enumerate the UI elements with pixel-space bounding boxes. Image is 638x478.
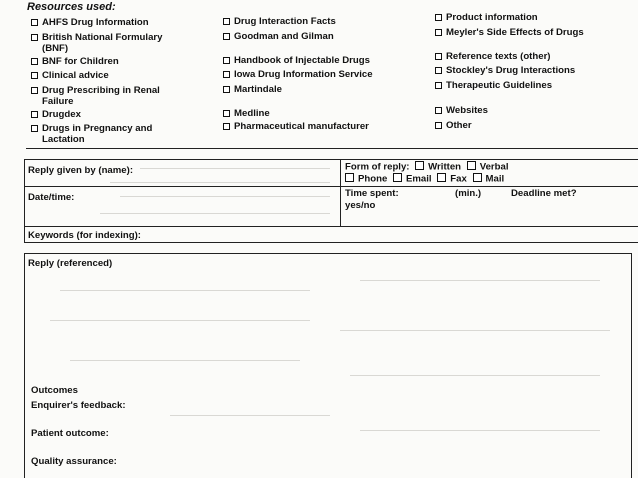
checkbox[interactable] xyxy=(223,110,230,117)
resource-label: Reference texts (other) xyxy=(446,51,551,62)
resource-label: Drug Interaction Facts xyxy=(234,16,336,27)
reply-referenced-label: Reply (referenced) xyxy=(28,258,113,269)
checkbox[interactable] xyxy=(435,122,442,129)
patient-outcome-label: Patient outcome: xyxy=(31,428,109,439)
checkbox[interactable] xyxy=(223,86,230,93)
quality-assurance-label: Quality assurance: xyxy=(31,456,117,467)
checkbox-phone[interactable] xyxy=(345,173,354,182)
resource-label: Other xyxy=(446,120,472,131)
resource-iowa[interactable] xyxy=(223,70,373,81)
checkbox[interactable] xyxy=(223,71,230,78)
resource-label-cont: Failure xyxy=(42,95,74,107)
email-label: Email xyxy=(406,173,432,185)
checkbox-mail[interactable] xyxy=(473,173,482,182)
resource-label: Clinical advice xyxy=(42,70,109,81)
enquirer-feedback-label: Enquirer's feedback: xyxy=(31,400,126,411)
resource-label: BNF for Children xyxy=(42,56,119,67)
resource-other[interactable] xyxy=(435,121,472,132)
resource-label: Martindale xyxy=(234,84,282,95)
checkbox-fax[interactable] xyxy=(437,173,446,182)
resource-label: Iowa Drug Information Service xyxy=(234,69,373,80)
resource-label: Websites xyxy=(446,105,488,116)
resource-therapeutic[interactable] xyxy=(435,81,552,92)
written-label: Written xyxy=(428,161,462,173)
bleed-through-line xyxy=(360,280,600,281)
resource-meyler[interactable] xyxy=(435,28,584,39)
resource-label: Pharmaceutical manufacturer xyxy=(234,121,369,132)
resource-label-cont: Lactation xyxy=(42,133,85,145)
form-of-reply-row xyxy=(345,161,509,173)
outcomes-label: Outcomes xyxy=(31,385,78,396)
checkbox[interactable] xyxy=(435,67,442,74)
form-of-reply-label: Form of reply: xyxy=(345,161,410,173)
bleed-through-line xyxy=(50,320,310,321)
bleed-through-line xyxy=(350,375,600,376)
verbal-label: Verbal xyxy=(479,161,509,173)
resource-manufacturer[interactable] xyxy=(223,122,369,133)
resource-label: Goodman and Gilman xyxy=(234,31,334,42)
checkbox[interactable] xyxy=(435,14,442,21)
checkbox[interactable] xyxy=(31,125,38,132)
resource-ahfs[interactable] xyxy=(31,18,149,29)
column-divider xyxy=(340,159,341,226)
date-time-label: Date/time: xyxy=(28,192,75,203)
checkbox[interactable] xyxy=(31,87,38,94)
bleed-through-line xyxy=(140,168,330,169)
checkbox[interactable] xyxy=(31,19,38,26)
resource-product-info[interactable] xyxy=(435,13,538,24)
resource-pregnancy[interactable] xyxy=(31,124,152,145)
resource-reference-texts[interactable] xyxy=(435,52,551,63)
resource-label: AHFS Drug Information xyxy=(42,17,149,28)
resource-clinical-advice[interactable] xyxy=(31,71,109,82)
keywords-label: Keywords (for indexing): xyxy=(28,230,141,241)
bleed-through-line xyxy=(340,330,610,331)
checkbox-email[interactable] xyxy=(393,173,402,182)
reply-method-row xyxy=(345,173,504,185)
resource-label: Handbook of Injectable Drugs xyxy=(234,55,370,66)
resource-label: Drugs in Pregnancy and xyxy=(42,123,153,134)
checkbox-verbal[interactable] xyxy=(467,161,476,170)
checkbox[interactable] xyxy=(435,107,442,114)
bleed-through-line xyxy=(360,430,600,431)
resources-title: Resources used: xyxy=(27,1,116,13)
deadline-met-label: Deadline met? xyxy=(511,188,577,199)
resource-stockley[interactable] xyxy=(435,66,575,77)
resource-label: Drugdex xyxy=(42,109,81,120)
resource-label: Therapeutic Guidelines xyxy=(446,80,553,91)
mail-label: Mail xyxy=(485,173,505,185)
resource-websites[interactable] xyxy=(435,106,488,117)
phone-label: Phone xyxy=(358,173,388,185)
resource-bnf[interactable] xyxy=(31,33,162,54)
resource-martindale[interactable] xyxy=(223,85,282,96)
checkbox[interactable] xyxy=(435,53,442,60)
resource-label: Stockley's Drug Interactions xyxy=(446,65,576,76)
checkbox[interactable] xyxy=(31,72,38,79)
checkbox[interactable] xyxy=(31,111,38,118)
resource-label: Medline xyxy=(234,108,270,119)
bleed-through-line xyxy=(110,182,330,183)
bleed-through-line xyxy=(120,196,330,197)
bleed-through-line xyxy=(60,290,310,291)
resource-drugdex[interactable] xyxy=(31,110,81,121)
checkbox[interactable] xyxy=(435,82,442,89)
reply-given-by-label: Reply given by (name): xyxy=(28,165,134,176)
min-label: (min.) xyxy=(455,188,482,199)
resource-label: Product information xyxy=(446,12,538,23)
resource-label-cont: (BNF) xyxy=(42,42,69,54)
resource-label: Drug Prescribing in Renal xyxy=(42,85,160,96)
resource-label: British National Formulary xyxy=(42,32,163,43)
resource-bnf-children[interactable] xyxy=(31,57,119,68)
checkbox[interactable] xyxy=(31,58,38,65)
resource-goodman[interactable] xyxy=(223,32,334,43)
checkbox[interactable] xyxy=(31,34,38,41)
yes-no-label: yes/no xyxy=(345,200,376,211)
checkbox[interactable] xyxy=(223,123,230,130)
checkbox[interactable] xyxy=(435,29,442,36)
row-divider xyxy=(24,186,638,187)
row-divider xyxy=(24,226,638,227)
bleed-through-line xyxy=(170,415,330,416)
resource-interaction-facts[interactable] xyxy=(223,17,336,28)
fax-label: Fax xyxy=(450,173,467,185)
checkbox-written[interactable] xyxy=(415,161,424,170)
reply-referenced-box xyxy=(24,253,632,478)
resource-renal[interactable] xyxy=(31,86,160,107)
checkbox[interactable] xyxy=(223,57,230,64)
bleed-through-line xyxy=(100,213,330,214)
resource-medline[interactable] xyxy=(223,109,270,120)
resource-label: Meyler's Side Effects of Drugs xyxy=(446,27,584,38)
time-spent-label: Time spent: xyxy=(345,188,399,199)
bleed-through-line xyxy=(70,360,300,361)
checkbox[interactable] xyxy=(223,18,230,25)
resource-injectable[interactable] xyxy=(223,56,370,67)
checkbox[interactable] xyxy=(223,33,230,40)
